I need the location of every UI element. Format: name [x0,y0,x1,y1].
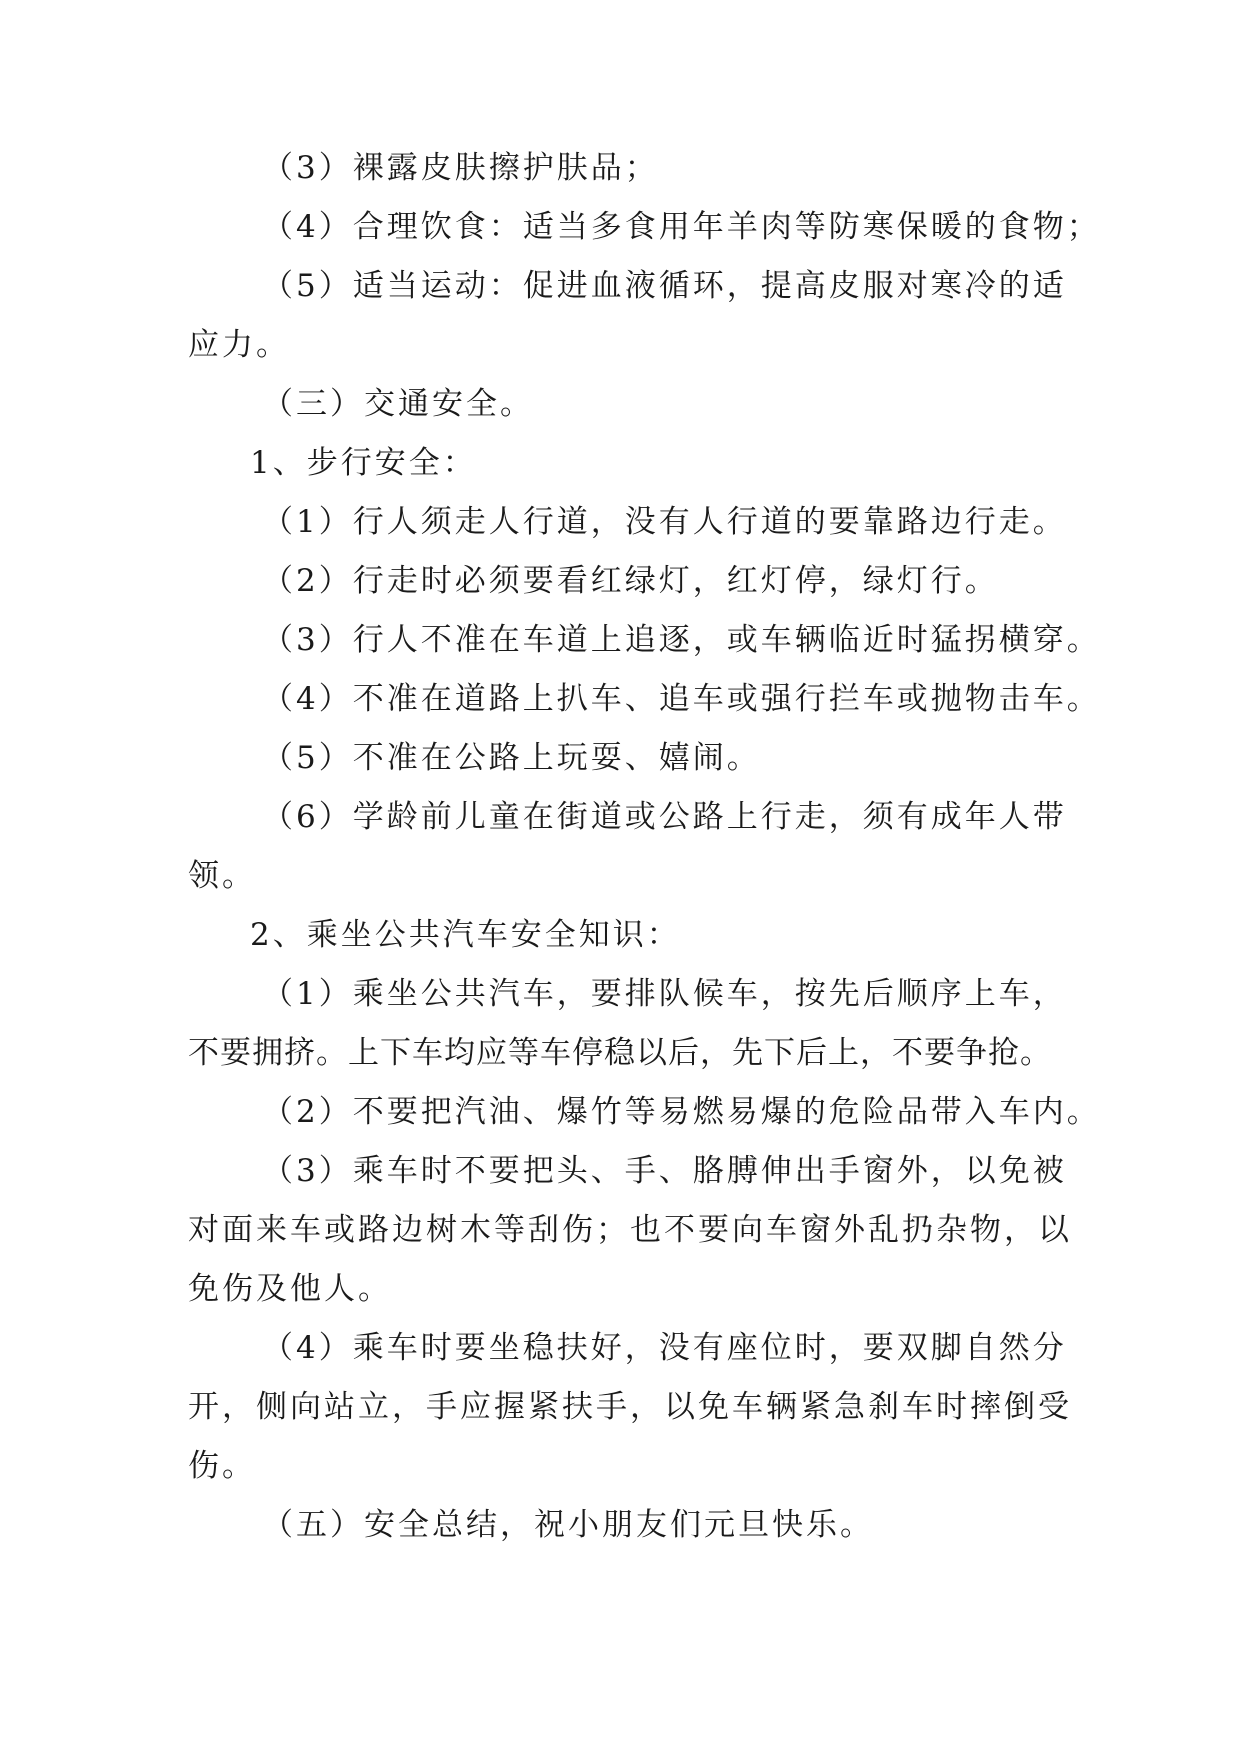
text-line: （3）乘车时不要把头、手、胳膊伸出手窗外，以免被 [262,1153,1067,1189]
text-line: 对面来车或路边树木等刮伤；也不要向车窗外乱扔杂物，以 [188,1212,1072,1248]
text-line: 伤。 [188,1448,256,1484]
subsection-heading: 2、乘坐公共汽车安全知识： [250,917,681,953]
text-line: （1）行人须走人行道，没有人行道的要靠路边行走。 [262,504,1067,540]
section-heading: （三）交通安全。 [262,386,534,422]
text-line: 免伤及他人。 [188,1271,392,1307]
text-line: （3）行人不准在车道上追逐，或车辆临近时猛拐横穿。 [262,622,1101,658]
text-line: （4）乘车时要坐稳扶好，没有座位时，要双脚自然分 [262,1330,1067,1366]
text-line: （2）不要把汽油、爆竹等易燃易爆的危险品带入车内。 [262,1094,1101,1130]
text-line: 开，侧向站立，手应握紧扶手，以免车辆紧急刹车时摔倒受 [188,1389,1072,1425]
text-line: （4）不准在道路上扒车、追车或强行拦车或抛物击车。 [262,681,1101,717]
text-line: （4）合理饮食：适当多食用年羊肉等防寒保暖的食物； [262,209,1101,245]
section-heading: （五）安全总结，祝小朋友们元旦快乐。 [262,1507,874,1543]
subsection-heading: 1、步行安全： [250,445,477,481]
text-line: （6）学龄前儿童在街道或公路上行走，须有成年人带 [262,799,1067,835]
text-line: 应力。 [188,327,290,363]
text-line: （5）适当运动：促进血液循环，提高皮服对寒冷的适 [262,268,1067,304]
text-line: 不要拥挤。上下车均应等车停稳以后，先下后上，不要争抢。 [188,1035,1052,1071]
text-line: （3）裸露皮肤擦护肤品； [262,150,659,186]
text-line: （2）行走时必须要看红绿灯，红灯停，绿灯行。 [262,563,999,599]
text-line: 领。 [188,858,256,894]
text-line: （5）不准在公路上玩耍、嬉闹。 [262,740,761,776]
text-line: （1）乘坐公共汽车，要排队候车，按先后顺序上车， [262,976,1067,1012]
